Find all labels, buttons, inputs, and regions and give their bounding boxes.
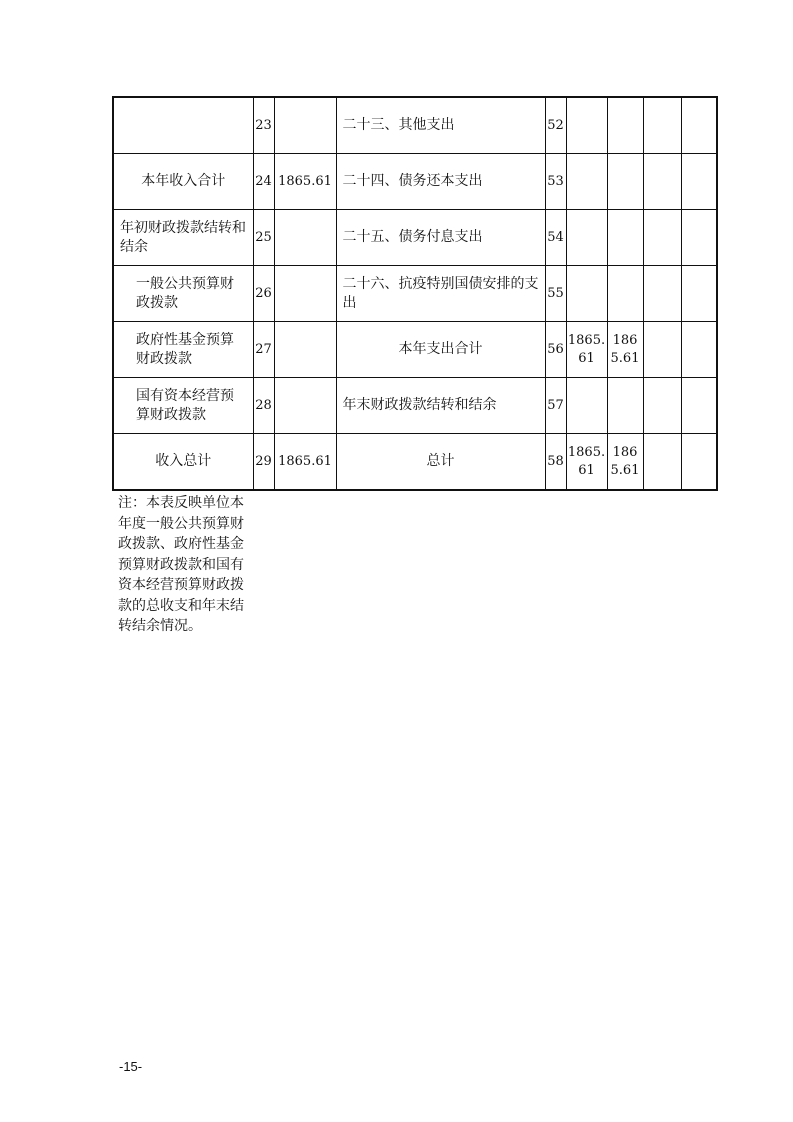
income-line-number: 29 — [253, 434, 274, 491]
income-amount-cell — [274, 322, 336, 378]
expense-general-budget-cell — [607, 210, 643, 266]
income-amount-cell — [274, 210, 336, 266]
income-line-number: 24 — [253, 154, 274, 210]
income-item-cell — [113, 97, 253, 154]
expense-line-number: 53 — [545, 154, 566, 210]
expense-line-number: 56 — [545, 322, 566, 378]
expense-line-number: 52 — [545, 97, 566, 154]
income-item-cell: 年初财政拨款结转和结余 — [113, 210, 253, 266]
fiscal-appropriation-table — [112, 96, 718, 491]
table-row — [113, 154, 717, 210]
expense-total-cell — [566, 210, 607, 266]
expense-total-cell — [566, 97, 607, 154]
expense-total-cell — [566, 378, 607, 434]
table-footnote: 注：本表反映单位本年度一般公共预算财政拨款、政府性基金预算财政拨款和国有资本经营预算财政拨款的总收支和年末结转结余情况。 — [118, 495, 244, 634]
table-row — [113, 378, 717, 434]
income-line-number: 27 — [253, 322, 274, 378]
table-row — [113, 434, 717, 491]
expense-item-cell: 二十六、抗疫特别国债安排的支出 — [336, 266, 545, 322]
income-amount-cell: 1865.61 — [274, 434, 336, 491]
expense-state-capital-cell — [681, 154, 717, 210]
expense-item-cell: 总计 — [336, 434, 545, 491]
income-amount-cell — [274, 97, 336, 154]
table-row — [113, 210, 717, 266]
expense-state-capital-cell — [681, 378, 717, 434]
expense-general-budget-cell — [607, 378, 643, 434]
income-line-number: 23 — [253, 97, 274, 154]
income-line-number: 28 — [253, 378, 274, 434]
expense-line-number: 55 — [545, 266, 566, 322]
expense-fund-budget-cell — [643, 322, 681, 378]
expense-item-cell: 二十五、债务付息支出 — [336, 210, 545, 266]
income-line-number: 26 — [253, 266, 274, 322]
expense-total-cell — [566, 154, 607, 210]
expense-fund-budget-cell — [643, 266, 681, 322]
expense-total-cell — [566, 266, 607, 322]
expense-state-capital-cell — [681, 210, 717, 266]
expense-general-budget-cell: 1865.61 — [607, 434, 643, 491]
expense-fund-budget-cell — [643, 378, 681, 434]
expense-fund-budget-cell — [643, 434, 681, 491]
expense-general-budget-cell — [607, 266, 643, 322]
income-item-cell: 收入总计 — [113, 434, 253, 491]
expense-line-number: 57 — [545, 378, 566, 434]
expense-fund-budget-cell — [643, 210, 681, 266]
table-row — [113, 97, 717, 154]
expense-item-cell: 本年支出合计 — [336, 322, 545, 378]
expense-state-capital-cell — [681, 266, 717, 322]
income-amount-cell — [274, 378, 336, 434]
expense-item-cell: 二十三、其他支出 — [336, 97, 545, 154]
income-item-cell: 一般公共预算财政拨款 — [113, 266, 253, 322]
table-row — [113, 266, 717, 322]
expense-item-cell: 年末财政拨款结转和结余 — [336, 378, 545, 434]
expense-general-budget-cell: 1865.61 — [607, 322, 643, 378]
expense-state-capital-cell — [681, 322, 717, 378]
expense-item-cell: 二十四、债务还本支出 — [336, 154, 545, 210]
expense-general-budget-cell — [607, 154, 643, 210]
expense-total-cell: 1865.61 — [566, 434, 607, 491]
page-number: -15- — [119, 1059, 143, 1074]
income-item-cell: 政府性基金预算财政拨款 — [113, 322, 253, 378]
table-row — [113, 322, 717, 378]
income-line-number: 25 — [253, 210, 274, 266]
expense-fund-budget-cell — [643, 97, 681, 154]
expense-total-cell: 1865.61 — [566, 322, 607, 378]
income-item-cell: 本年收入合计 — [113, 154, 253, 210]
income-amount-cell: 1865.61 — [274, 154, 336, 210]
expense-line-number: 58 — [545, 434, 566, 491]
income-item-cell: 国有资本经营预算财政拨款 — [113, 378, 253, 434]
income-amount-cell — [274, 266, 336, 322]
expense-state-capital-cell — [681, 434, 717, 491]
expense-state-capital-cell — [681, 97, 717, 154]
expense-fund-budget-cell — [643, 154, 681, 210]
expense-line-number: 54 — [545, 210, 566, 266]
expense-general-budget-cell — [607, 97, 643, 154]
